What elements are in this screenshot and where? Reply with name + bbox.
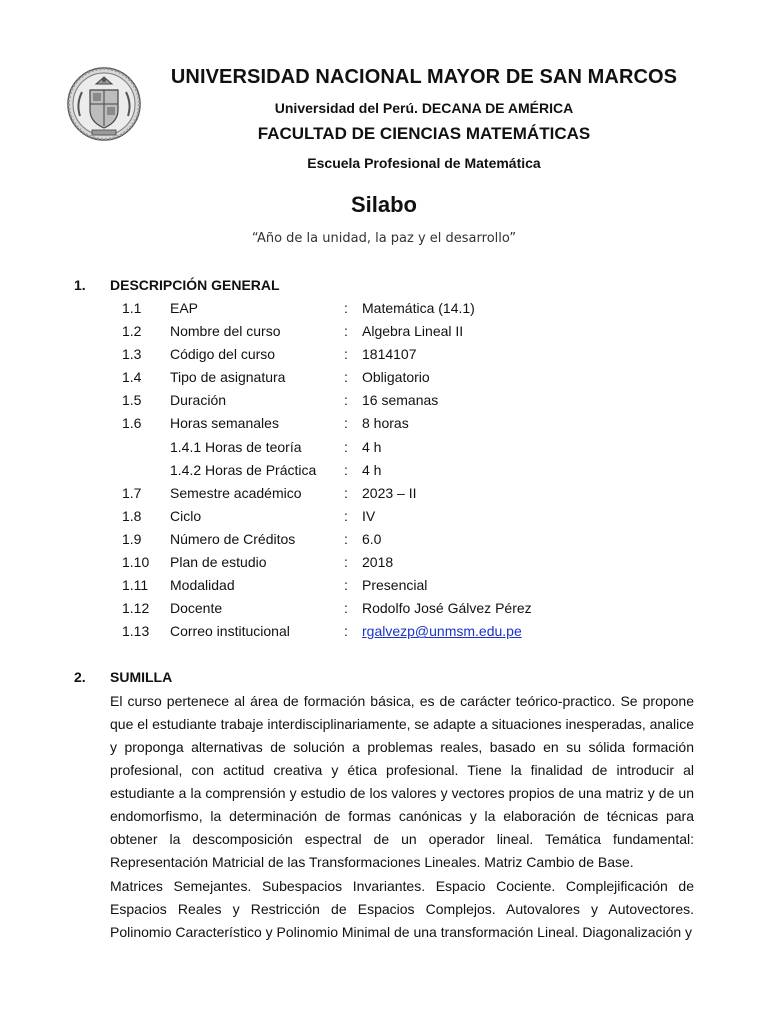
row-value: 8 horas: [362, 415, 409, 432]
row-label: Número de Créditos: [170, 530, 296, 547]
row-number: 1.13: [122, 623, 150, 640]
faculty-name: FACULTAD DE CIENCIAS MATEMÁTICAS: [257, 124, 591, 143]
row-number: 1.9: [122, 530, 142, 547]
row-value: 1814107: [362, 346, 417, 363]
row-label: Correo institucional: [170, 623, 290, 640]
row-separator: :: [344, 484, 348, 501]
sumilla-paragraph-1: El curso pertenece al área de formación básica, es de carácter teórico-practico. Se propone que el estudiante trabaje interdisciplinariamente, se adapte a situaciones inesperadas, analice y proponga alternativas de solución a problemas reales, basado en su sólida formación profesional, con actitud creativa y ética profesional. Tiene la finalidad de introducir al estudiante a la comprensión y estudio de los valores y vectores propios de una matriz y de un endomorfismo, la determinación de formas canónicas y la elaboración de técnicas para obtener la descomposición espectral de un operador lineal. Temática fundamental: Representación Matricial de las Transformaciones Lineales. Matriz Cambio de Base.: [110, 693, 694, 870]
info-row-semester: [0, 485, 768, 508]
info-row-course-type: [0, 369, 768, 392]
row-number: 1.12: [122, 600, 150, 617]
row-separator: :: [344, 461, 348, 478]
row-number: 1.2: [122, 323, 142, 340]
row-label: Ciclo: [170, 507, 202, 524]
row-value: 4 h: [362, 461, 382, 478]
row-separator: :: [344, 623, 348, 640]
row-number: 1.10: [122, 554, 150, 571]
row-value: 6.0: [362, 530, 382, 547]
year-motto: “Año de la unidad, la paz y el desarrollo”: [251, 231, 517, 246]
row-number: 1.6: [122, 415, 142, 432]
row-separator: :: [344, 554, 348, 571]
row-value: Rodolfo José Gálvez Pérez: [362, 600, 532, 617]
row-separator: :: [344, 369, 348, 386]
row-label: Modalidad: [170, 577, 235, 594]
section-2-heading: [74, 669, 172, 685]
row-separator: :: [344, 346, 348, 363]
info-row-duration: [0, 392, 768, 415]
row-separator: :: [344, 300, 348, 316]
school-name: Escuela Profesional de Matemática: [307, 155, 541, 171]
row-label: 1.4.1 Horas de teoría: [170, 438, 302, 455]
row-label: Semestre académico: [170, 484, 302, 501]
info-row-modality: [0, 577, 768, 600]
row-value: 2018: [362, 554, 394, 571]
section-2-number: 2.: [74, 669, 86, 685]
info-row-practice-hours: [0, 462, 768, 485]
row-separator: :: [344, 600, 348, 617]
row-number: 1.4: [122, 369, 142, 386]
university-name: UNIVERSIDAD NACIONAL MAYOR DE SAN MARCOS: [170, 66, 678, 88]
row-separator: :: [344, 530, 348, 547]
document-title: Silabo: [350, 192, 417, 217]
row-label: Docente: [170, 600, 223, 617]
info-row-email: [0, 623, 768, 646]
row-value: Matemática (14.1): [362, 300, 475, 316]
row-value: Obligatorio: [362, 369, 430, 386]
info-row-cycle: [0, 508, 768, 531]
row-separator: :: [344, 438, 348, 455]
sumilla-paragraph-2: Matrices Semejantes. Subespacios Invariantes. Espacio Cociente. Complejificación de Espacios Reales y Restricción de Espacios Complejos. Autovalores y Autovectores. Polinomio Característico y Polinomio Minimal de una transformación Lineal. Diagonalización y: [110, 878, 694, 940]
info-row-study-plan: [0, 554, 768, 577]
row-label: 1.4.2 Horas de Práctica: [170, 461, 317, 478]
row-label: Nombre del curso: [170, 323, 281, 340]
row-value: 16 semanas: [362, 392, 439, 409]
row-label: EAP: [170, 300, 199, 316]
info-row-course-name: [0, 323, 768, 346]
row-number: 1.7: [122, 484, 142, 501]
section-1-title: DESCRIPCIÓN GENERAL: [110, 277, 280, 293]
row-label: Horas semanales: [170, 415, 279, 432]
row-value: 4 h: [362, 438, 382, 455]
general-description-list: [0, 300, 768, 646]
university-subtitle: Universidad del Perú. DECANA DE AMÉRICA: [274, 100, 574, 116]
row-separator: :: [344, 577, 348, 594]
row-value: Presencial: [362, 577, 428, 594]
row-label: Duración: [170, 392, 227, 409]
email-link[interactable]: rgalvezp@unmsm.edu.pe: [362, 623, 522, 640]
row-separator: :: [344, 323, 348, 340]
row-separator: :: [344, 392, 348, 409]
row-label: Tipo de asignatura: [170, 369, 286, 386]
row-number: 1.8: [122, 507, 142, 524]
row-number: 1.1: [122, 300, 142, 316]
row-value: Algebra Lineal II: [362, 323, 464, 340]
info-row-teacher: [0, 600, 768, 623]
section-2-title: SUMILLA: [110, 669, 173, 685]
section-1-heading: [74, 277, 280, 293]
info-row-course-code: [0, 346, 768, 369]
info-row-theory-hours: [0, 439, 768, 462]
row-value: IV: [362, 507, 376, 524]
row-value: 2023 – II: [362, 484, 417, 501]
row-label: Código del curso: [170, 346, 276, 363]
row-separator: :: [344, 507, 348, 524]
row-number: 1.3: [122, 346, 142, 363]
row-separator: :: [344, 415, 348, 432]
info-row-weekly-hours: [0, 415, 768, 438]
info-row-eap: [0, 300, 768, 323]
row-number: 1.5: [122, 392, 142, 409]
row-label: Plan de estudio: [170, 554, 267, 571]
section-1-number: 1.: [74, 277, 86, 293]
info-row-credits: [0, 531, 768, 554]
row-number: 1.11: [122, 577, 149, 594]
